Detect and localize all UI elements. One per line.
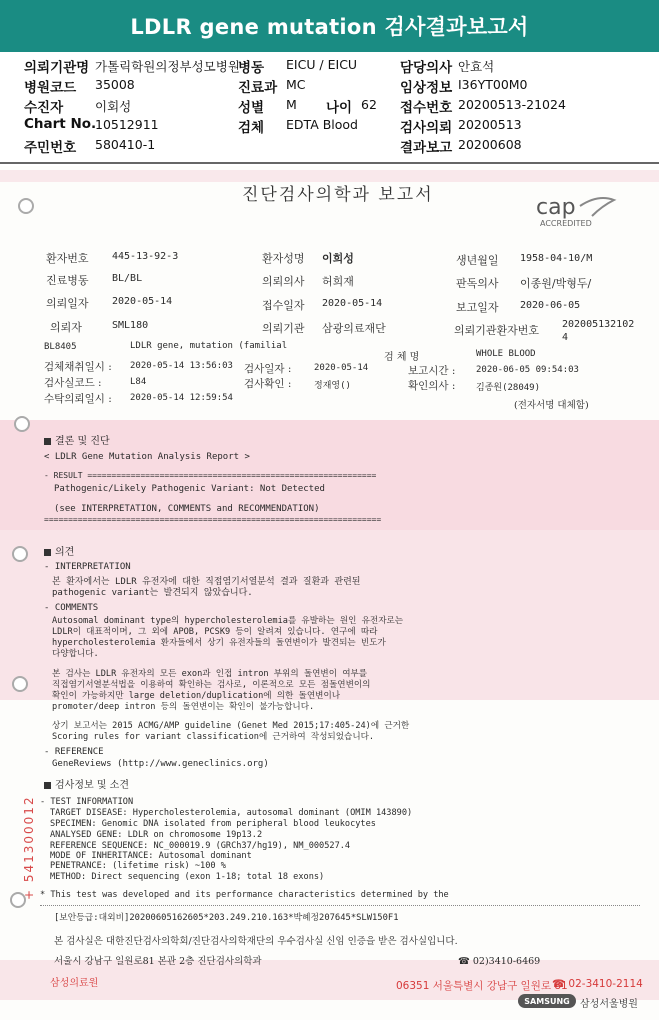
footer-phone: ☎ 02-3410-2114	[552, 978, 643, 990]
comment-line-2: LDLR이 대표적이며, 그 외에 APOB, PCSK9 등이 알려져 있습니다. 연구에 따라	[52, 627, 378, 637]
label-resident-no: 주민번호	[24, 140, 77, 156]
value-confirm: 정재영()	[314, 381, 351, 391]
label-req-doctor: 의뢰의사	[262, 275, 305, 288]
security-line: [보안등급:대외비]20200605162605*203.249.210.163*박혜정207645*SLW150F1	[54, 913, 399, 923]
test-info-line-3: ANALYSED GENE: LDLR on chromosome 19p13.2	[50, 830, 263, 840]
label-institution: 의뢰기관명	[24, 60, 90, 76]
value-ward: EICU / EICU	[286, 57, 358, 72]
value-receive: 2020-05-14 12:59:54	[130, 393, 233, 403]
divider-dotted	[40, 905, 640, 906]
test-info-disclaimer: * This test was developed and its performance characteristics determined by the	[40, 890, 449, 900]
lab-address: 서울시 강남구 일원로81 본관 2층 진단검사의학과	[54, 956, 262, 967]
report-title-bar	[0, 0, 659, 52]
value-institution: 가톨릭학원의정부성모병원	[95, 59, 240, 74]
label-report-date: 결과보고	[400, 140, 453, 156]
interpretation-line-2: pathogenic variant는 발견되지 않았습니다.	[52, 588, 253, 598]
cap-logo-text: cap	[536, 195, 576, 220]
test-info-heading: - TEST INFORMATION	[40, 797, 134, 807]
section-test-info	[44, 776, 129, 791]
value-department: MC	[286, 77, 306, 92]
value-req-date: 2020-05-14	[112, 296, 173, 307]
comment-line-1: Autosomal dominant type의 hypercholesterolemia를 유발하는 원인 유전자로는	[52, 616, 404, 626]
label-lab-code: 검사실코드 :	[44, 377, 102, 389]
value-exam-date: 2020-05-14	[314, 363, 369, 373]
value-reader: 이종원/박형두/	[520, 277, 592, 290]
header-divider	[0, 162, 659, 164]
label-hospital-code: 병원코드	[24, 80, 77, 96]
value-inst-patient-no-1: 202005132102	[562, 319, 635, 330]
label-patient-name: 환자성명	[262, 252, 305, 265]
lab-phone: ☎ 02)3410-6469	[458, 956, 541, 967]
comment-line-5: 본 검사는 LDLR 유전자의 모든 exon과 인접 intron 부위의 돌연변이 여부를	[52, 669, 368, 679]
label-birth: 생년월일	[456, 254, 499, 267]
value-age: 62	[361, 97, 377, 112]
comment-line-4: 다양합니다.	[52, 649, 99, 659]
samsung-logo-text: SAMSUNG	[524, 996, 570, 1006]
value-req-doctor: 허희재	[322, 275, 354, 288]
comment-line-10: Scoring rules for variant classification에 근거하여 작성되었습니다.	[52, 732, 375, 742]
section-test-info-title: 검사정보 및 소견	[55, 780, 129, 791]
label-accession: 접수번호	[400, 100, 453, 116]
section-opinion-title: 의견	[55, 547, 75, 558]
comment-line-8: promoter/deep intron 등의 돌연변이는 확인이 불가능합니다.	[52, 702, 315, 712]
footer-org: 삼성의료원	[50, 978, 99, 989]
samsung-logo	[518, 994, 576, 1008]
footer-address: 06351 서울특별시 강남구 일원로 81	[396, 980, 568, 992]
e-signature-note: (전자서명 대체함)	[514, 400, 589, 411]
see-note: (see INTERPRETATION, COMMENTS and RECOMMENDATION)	[54, 504, 320, 514]
label-report-time: 보고시간 :	[408, 365, 456, 377]
binder-hole	[12, 546, 28, 562]
label-attending: 담당의사	[400, 60, 453, 76]
label-specimen: 검체	[238, 120, 265, 136]
label-age: 나이	[326, 100, 353, 116]
label-clinical-info: 임상정보	[400, 80, 453, 96]
comment-line-6: 직접염기서열분석법을 이용하여 확인하는 검사로, 이론적으로 모든 점돌연변이의	[52, 680, 371, 690]
value-rcv-date: 2020-05-14	[322, 298, 383, 309]
value-rpt-date: 2020-06-05	[520, 300, 581, 311]
label-confirm-doctor: 확인의사 :	[408, 380, 456, 392]
reference-line-1: GeneReviews (http://www.geneclinics.org)	[52, 759, 269, 769]
test-info-line-2: SPECIMEN: Genomic DNA isolated from peripheral blood leukocytes	[50, 819, 376, 829]
label-ward: 병동	[238, 60, 265, 76]
value-inst-patient-no-2: 4	[562, 332, 569, 343]
value-birth: 1958-04-10/M	[520, 253, 593, 264]
binder-hole	[18, 198, 34, 214]
value-report-date: 20200608	[458, 137, 522, 152]
value-requester: SML180	[112, 320, 149, 331]
test-info-line-7: METHOD: Direct sequencing (exon 1-18; total 18 exons)	[50, 872, 325, 882]
binder-hole	[12, 676, 28, 692]
label-collect: 검체채취일시 :	[44, 361, 112, 373]
label-chart-no: Chart No.	[24, 116, 97, 132]
comment-line-7: 확인이 가능하지만 large deletion/duplication에 의한 돌연변이나	[52, 691, 341, 701]
value-resident-no: 580410-1	[95, 137, 156, 152]
label-sex: 성별	[238, 100, 265, 116]
report-title: LDLR gene mutation 검사결과보고서	[130, 15, 529, 39]
report-heading: 진단검사의학과 보고서	[242, 185, 434, 205]
value-attending: 안효석	[458, 59, 495, 74]
header-info	[0, 52, 659, 160]
value-clinical-info: I36YT00M0	[458, 77, 528, 92]
test-info-line-1: TARGET DISEASE: Hypercholesterolemia, autosomal dominant (OMIM 143890)	[50, 808, 413, 818]
test-info-line-4: REFERENCE SEQUENCE: NC_000019.9 (GRCh37/hg19), NM_000527.4	[50, 841, 351, 851]
binder-hole	[14, 416, 30, 432]
label-examinee: 수진자	[24, 100, 64, 116]
label-specimen-name: 검 체 명	[384, 352, 420, 363]
result-line: - RESULT ============================================================	[44, 471, 377, 480]
value-patient-no: 445-13-92-3	[112, 251, 179, 262]
footer-hospital-name: 삼성서울병원	[580, 999, 638, 1010]
report-name: < LDLR Gene Mutation Analysis Report >	[44, 452, 250, 462]
cap-logo-subtitle: ACCREDITED	[540, 219, 592, 228]
label-req-date: 의뢰일자	[46, 297, 89, 310]
value-specimen-name: WHOLE BLOOD	[476, 349, 536, 359]
label-rpt-date: 보고일자	[456, 301, 499, 314]
test-info-line-6: PENETRANCE: (lifetime risk) ~100 %	[50, 861, 226, 871]
test-code: BL8405	[44, 342, 77, 352]
label-reader: 판독의사	[456, 277, 499, 290]
label-inst-patient-no: 의뢰기관환자번호	[454, 324, 540, 337]
label-institution-2: 의뢰기관	[262, 322, 305, 335]
label-exam-date: 검사일자 :	[244, 363, 292, 375]
value-hospital-code: 35008	[95, 77, 135, 92]
value-request-date: 20200513	[458, 117, 522, 132]
value-examinee: 이회성	[95, 99, 132, 114]
section-conclusion-title: 결론 및 진단	[55, 436, 110, 447]
label-patient-no: 환자번호	[46, 252, 89, 265]
comment-line-3: hypercholesterolemia 환자들에서 상기 유전자들의 돌연변이가 발견되는 빈도가	[52, 638, 386, 648]
comments-heading: - COMMENTS	[44, 603, 99, 613]
label-receive: 수탁의뢰일시 :	[44, 393, 112, 405]
side-barcode-number: + 541300012	[22, 795, 36, 900]
result-end-line: ======================================================================	[44, 515, 382, 524]
value-collect: 2020-05-14 13:56:03	[130, 361, 233, 371]
label-confirm: 검사확인 :	[244, 378, 292, 390]
test-info-line-5: MODE OF INHERITANCE: Autosomal dominant	[50, 851, 252, 861]
certification-note: 본 검사실은 대한진단검사의학회/진단검사의학재단의 우수검사실 신임 인증을 받은 검사실입니다.	[54, 936, 458, 947]
value-ward-2: BL/BL	[112, 273, 143, 284]
section-conclusion	[44, 432, 110, 447]
value-patient-name: 이희성	[322, 252, 354, 265]
cap-accredited-logo	[532, 192, 622, 232]
value-confirm-doctor: 김종원(28049)	[476, 383, 541, 393]
comment-line-9: 상기 보고서는 2015 ACMG/AMP guideline (Genet Med 2015;17:405-24)에 근거한	[52, 721, 410, 731]
value-sex: M	[286, 97, 297, 112]
value-institution-2: 삼광의료재단	[322, 322, 386, 335]
value-specimen: EDTA Blood	[286, 117, 358, 132]
test-name: LDLR gene, mutation (familial	[130, 341, 288, 351]
value-chart-no: 10512911	[95, 117, 159, 132]
value-accession: 20200513-21024	[458, 97, 566, 112]
reference-heading: - REFERENCE	[44, 747, 104, 757]
value-lab-code: L84	[130, 377, 147, 387]
label-ward-2: 진료병동	[46, 274, 89, 287]
label-requester: 의뢰자	[50, 321, 82, 334]
interpretation-heading: - INTERPRETATION	[44, 562, 131, 572]
interpretation-line-1: 본 환자에서는 LDLR 유전자에 대한 직접염기서열분석 결과 질환과 관련된	[52, 577, 361, 587]
label-request-date: 검사의뢰	[400, 120, 453, 136]
result-value: Pathogenic/Likely Pathogenic Variant: Not Detected	[54, 484, 325, 494]
value-report-time: 2020-06-05 09:54:03	[476, 365, 579, 375]
label-department: 진료과	[238, 80, 278, 96]
label-rcv-date: 접수일자	[262, 299, 305, 312]
section-opinion	[44, 543, 74, 558]
